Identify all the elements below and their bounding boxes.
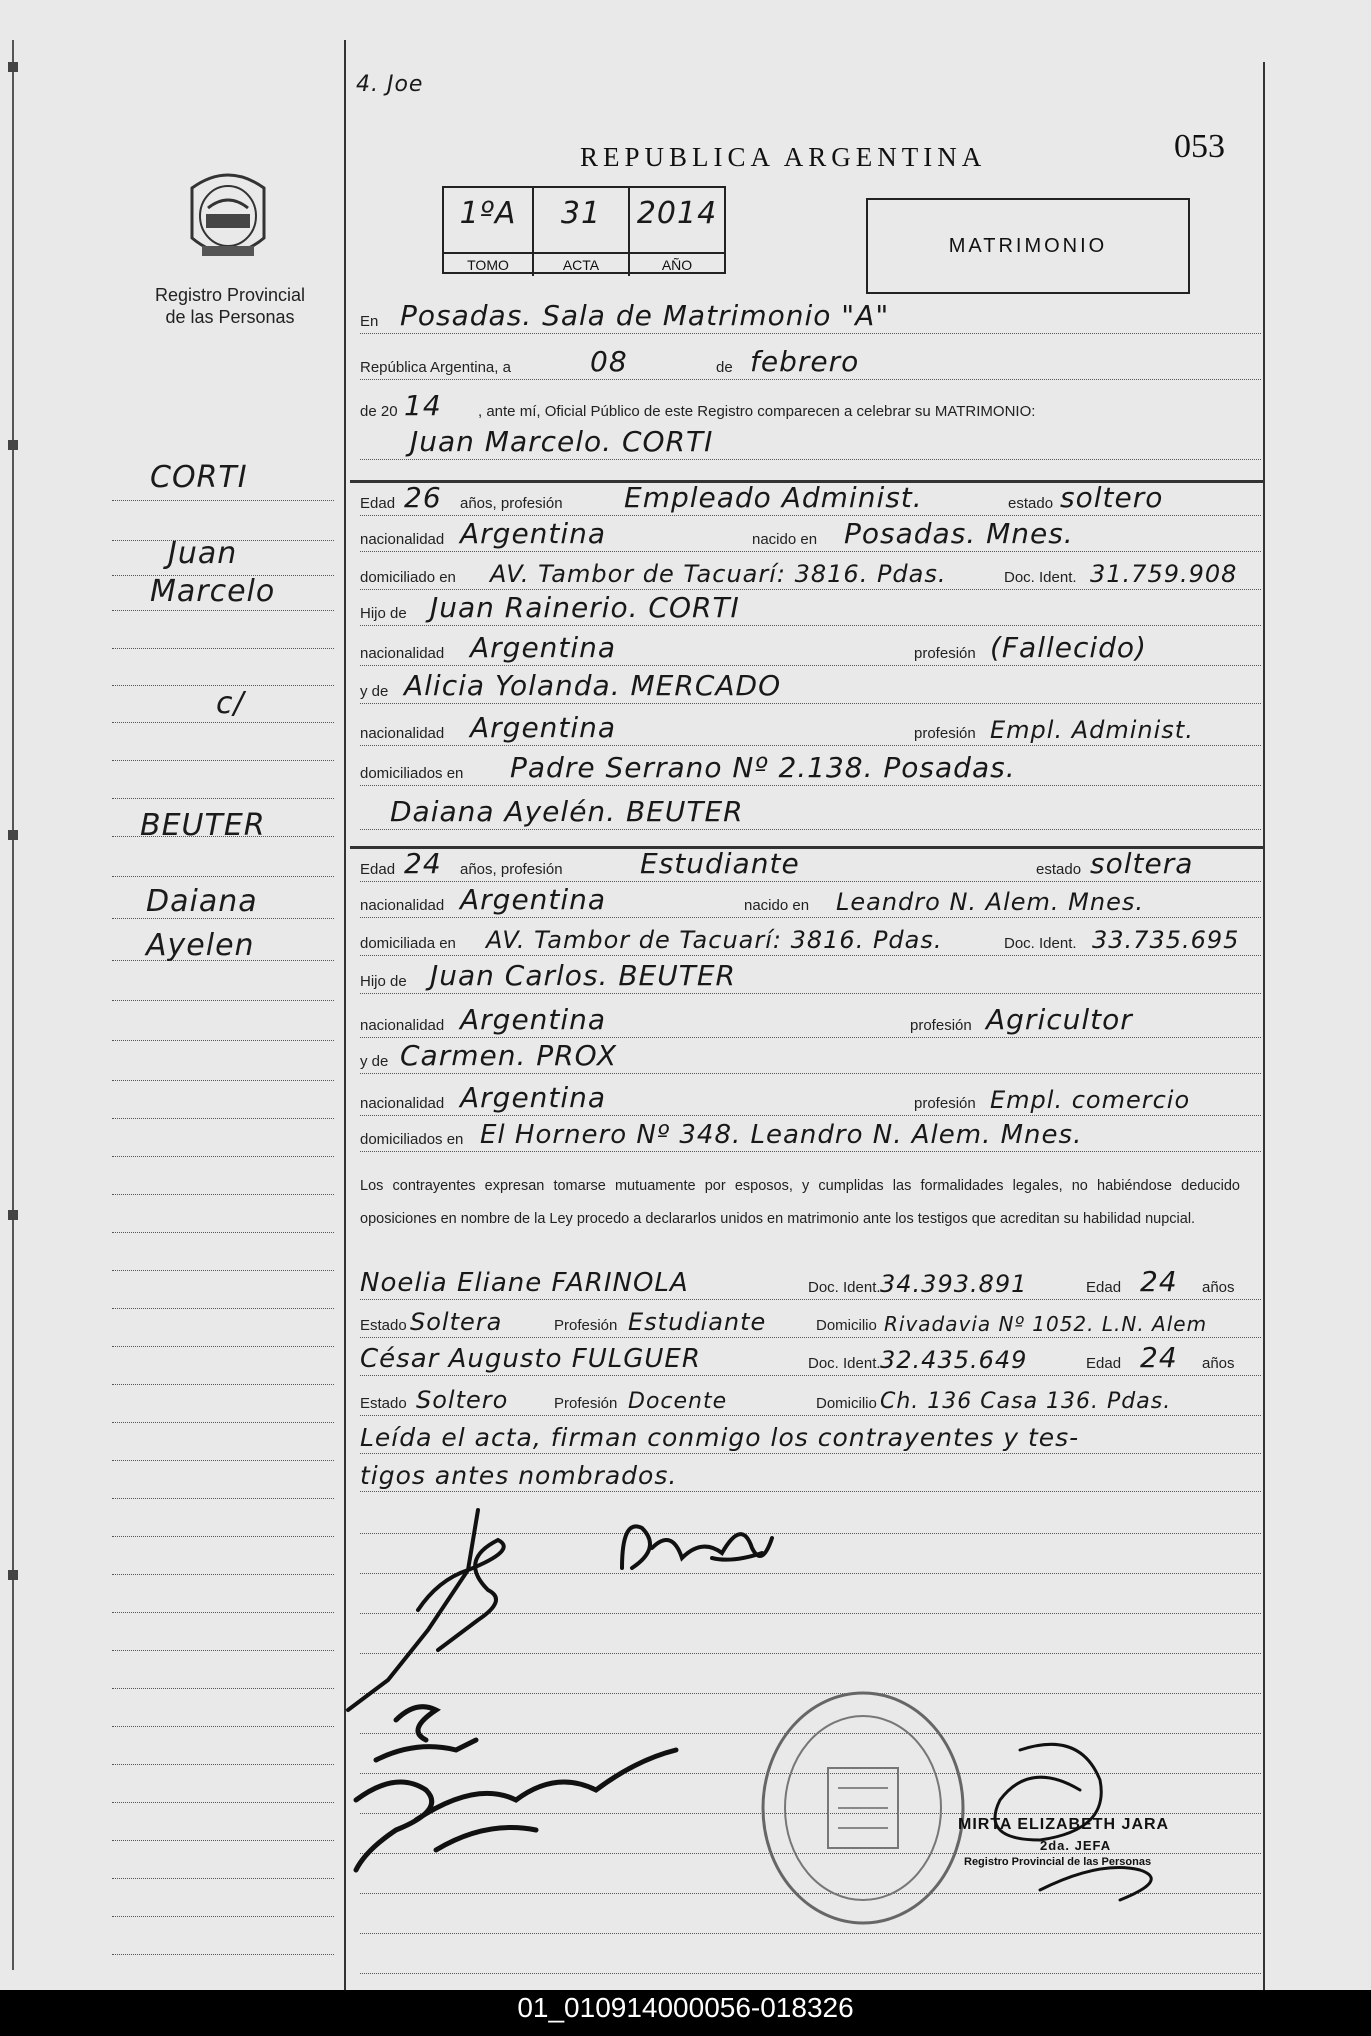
bride-name-line xyxy=(360,796,1261,836)
ano-cell xyxy=(630,188,724,276)
groom-father-nat-line: nacionalidad Argentina profesión (Fallecido) xyxy=(360,632,1261,672)
bride-father-nat-line: nacionalidad Argentina profesión Agricultor xyxy=(360,1004,1261,1044)
bride-nationality-line: nacionalidad Argentina nacido en Leandro N. Alem. Mnes. xyxy=(360,884,1261,924)
bride-doc: 33.735.695 xyxy=(1092,926,1240,954)
officer-organization: Registro Provincial de las Personas xyxy=(964,1856,1152,1868)
groom-age: 26 xyxy=(404,481,442,514)
bride-parents-address: El Hornero Nº 348. Leandro N. Alem. Mnes. xyxy=(480,1120,1083,1150)
bride-father: Juan Carlos. BEUTER xyxy=(430,959,736,992)
witness1-name-line: Noelia Eliane FARINOLA Doc. Ident. 34.393.891 Edad 24 años xyxy=(360,1266,1261,1306)
margin-bride-name2: Ayelen xyxy=(146,928,255,963)
bride-mother-nat-line: nacionalidad Argentina profesión Empl. comercio xyxy=(360,1082,1261,1122)
binding-hole xyxy=(8,830,18,840)
witness2-address: Ch. 136 Casa 136. Pdas. xyxy=(880,1389,1172,1414)
bride-age-line: Edad 24 años, profesión Estudiante estado soltera xyxy=(360,848,1261,888)
margin-bride-name1: Daiana xyxy=(146,884,258,919)
document-type-box: MATRIMONIO xyxy=(866,198,1190,294)
witness1-detail-line: Estado Soltera Profesión Estudiante Domicilio Rivadavia Nº 1052. L.N. Alem xyxy=(360,1304,1261,1344)
bride-mother-line: y de Carmen. PROX xyxy=(360,1040,1261,1080)
tomo-cell xyxy=(444,188,534,276)
groom-mother-nationality: Argentina xyxy=(470,711,617,744)
tomo-label: TOMO xyxy=(444,252,532,276)
witness2-doc: 32.435.649 xyxy=(880,1346,1028,1374)
closing-line-1 xyxy=(360,1420,1261,1460)
official-seal-stamp-icon xyxy=(758,1688,968,1928)
bride-signature xyxy=(612,1508,792,1588)
bride-mother-nationality: Argentina xyxy=(460,1081,607,1114)
bride-father-profession: Agricultor xyxy=(986,1003,1133,1036)
binding-hole xyxy=(8,1570,18,1580)
groom-father-line: Hijo de Juan Rainerio. CORTI xyxy=(360,592,1261,632)
groom-mother: Alicia Yolanda. MERCADO xyxy=(404,669,782,702)
witness1-doc: 34.393.891 xyxy=(880,1270,1028,1298)
groom-address: AV. Tambor de Tacuarí: 3816. Pdas. xyxy=(490,560,947,588)
bride-address-line: domiciliada en AV. Tambor de Tacuarí: 3816. Pdas. Doc. Ident. 33.735.695 xyxy=(360,922,1261,962)
groom-doc: 31.759.908 xyxy=(1090,560,1238,588)
year-line: de 20 14 , ante mí, Oficial Público de este Registro comparecen a celebrar su MATRIMONIO: xyxy=(360,389,1036,422)
witness1-profession: Estudiante xyxy=(628,1308,767,1336)
country-title: REPUBLICA ARGENTINA xyxy=(580,142,987,172)
footer-image-id: 01_010914000056-018326 xyxy=(517,1992,854,2023)
ano-value: 2014 xyxy=(636,196,718,231)
bride-full-name: Daiana Ayelén. BEUTER xyxy=(390,795,744,828)
bride-birthplace: Leandro N. Alem. Mnes. xyxy=(836,888,1144,916)
groom-father: Juan Rainerio. CORTI xyxy=(430,591,740,624)
groom-father-profession: (Fallecido) xyxy=(990,631,1147,664)
year-value: 14 xyxy=(404,389,442,422)
witness1-status: Soltera xyxy=(410,1308,503,1336)
witness2-name: César Augusto FULGUER xyxy=(360,1344,701,1374)
bride-profession: Estudiante xyxy=(640,847,800,880)
groom-parents-address: Padre Serrano Nº 2.138. Posadas. xyxy=(510,751,1016,784)
acta-cell xyxy=(534,188,630,276)
groom-parents-address-line: domiciliados en Padre Serrano Nº 2.138. Posadas. xyxy=(360,752,1261,792)
witness2-name-line: César Augusto FULGUER Doc. Ident. 32.435.649 Edad 24 años xyxy=(360,1342,1261,1382)
margin-groom-name2: Marcelo xyxy=(150,574,276,609)
place-value: Posadas. Sala de Matrimonio "A" xyxy=(400,299,890,332)
month-value: febrero xyxy=(750,345,860,378)
groom-name-line xyxy=(360,426,1261,466)
tomo-value: 1ºA xyxy=(459,196,517,231)
place-line: En Posadas. Sala de Matrimonio "A" xyxy=(360,300,1261,340)
formal-declaration: Los contrayentes expresan tomarse mutuamente por esposos, y cumplidas las formalidades legales, no habiéndose deducido oposiciones en nombre de la Ley procedo a declararlos unidos en matrimonio ante los testigos que acreditan su habilidad nupcial. xyxy=(360,1178,1240,1227)
bride-nationality: Argentina xyxy=(460,883,607,916)
province-seal-icon xyxy=(182,168,274,268)
witness1-name: Noelia Eliane FARINOLA xyxy=(360,1268,689,1298)
binding-hole xyxy=(8,62,18,72)
witness2-age: 24 xyxy=(1140,1341,1178,1374)
witness2-status: Soltero xyxy=(416,1386,509,1414)
right-border xyxy=(1263,62,1265,1990)
groom-father-nationality: Argentina xyxy=(470,631,617,664)
groom-age-line: Edad 26 años, profesión Empleado Administ. estado soltero xyxy=(360,482,1261,522)
groom-mother-line: y de Alicia Yolanda. MERCADO xyxy=(360,670,1261,710)
officer-name: MIRTA ELIZABETH JARA xyxy=(958,1816,1170,1833)
closing-text-1: Leída el acta, firman conmigo los contrayentes y tes- xyxy=(360,1423,1080,1452)
bride-mother-profession: Empl. comercio xyxy=(990,1086,1191,1114)
witness1-age: 24 xyxy=(1140,1265,1178,1298)
initials-note: 4. Joe xyxy=(356,72,424,97)
registry-label: Registro Provincial de las Personas xyxy=(154,285,306,327)
bride-parents-address-line: domiciliados en El Hornero Nº 348. Leandro N. Alem. Mnes. xyxy=(360,1118,1261,1158)
bride-mother: Carmen. PROX xyxy=(400,1039,618,1072)
witness-signatures xyxy=(336,1680,696,1880)
groom-nationality-line: nacionalidad Argentina nacido en Posadas. Mnes. xyxy=(360,518,1261,558)
groom-profession: Empleado Administ. xyxy=(624,481,923,514)
groom-birthplace: Posadas. Mnes. xyxy=(844,517,1074,550)
witness2-profession: Docente xyxy=(628,1389,728,1414)
day-value: 08 xyxy=(590,345,628,378)
left-margin-column xyxy=(0,0,345,1990)
binding-hole xyxy=(8,440,18,450)
groom-mother-nat-line: nacionalidad Argentina profesión Empl. Administ. xyxy=(360,712,1261,752)
margin-groom-surname: CORTI xyxy=(150,460,248,495)
bride-father-nationality: Argentina xyxy=(460,1003,607,1036)
ano-label: AÑO xyxy=(630,252,724,276)
date-line: República Argentina, a 08 de febrero xyxy=(360,346,1261,386)
bride-address: AV. Tambor de Tacuarí: 3816. Pdas. xyxy=(486,926,943,954)
officer-title: 2da. JEFA xyxy=(1040,1838,1112,1853)
witness1-address: Rivadavia Nº 1052. L.N. Alem xyxy=(884,1312,1208,1336)
groom-nationality: Argentina xyxy=(460,517,607,550)
groom-full-name: Juan Marcelo. CORTI xyxy=(410,425,714,458)
bride-status: soltera xyxy=(1090,847,1194,880)
record-number: 053 xyxy=(1174,128,1225,165)
acta-value: 31 xyxy=(560,196,602,231)
bride-age: 24 xyxy=(404,847,442,880)
closing-text-2: tigos antes nombrados. xyxy=(360,1461,678,1490)
groom-address-line: domiciliado en AV. Tambor de Tacuarí: 3816. Pdas. Doc. Ident. 31.759.908 xyxy=(360,556,1261,596)
acta-label: ACTA xyxy=(534,252,628,276)
binding-spine xyxy=(12,40,14,1970)
witness2-detail-line: Estado Soltero Profesión Docente Domicilio Ch. 136 Casa 136. Pdas. xyxy=(360,1382,1261,1422)
bride-father-line: Hijo de Juan Carlos. BEUTER xyxy=(360,960,1261,1000)
margin-groom-name1: Juan xyxy=(168,536,238,571)
groom-status: soltero xyxy=(1060,481,1164,514)
margin-bride-surname: BEUTER xyxy=(140,808,266,843)
volume-record-box xyxy=(442,186,726,274)
margin-connector: c/ xyxy=(216,686,245,721)
groom-mother-profession: Empl. Administ. xyxy=(990,716,1194,744)
binding-hole xyxy=(8,1210,18,1220)
